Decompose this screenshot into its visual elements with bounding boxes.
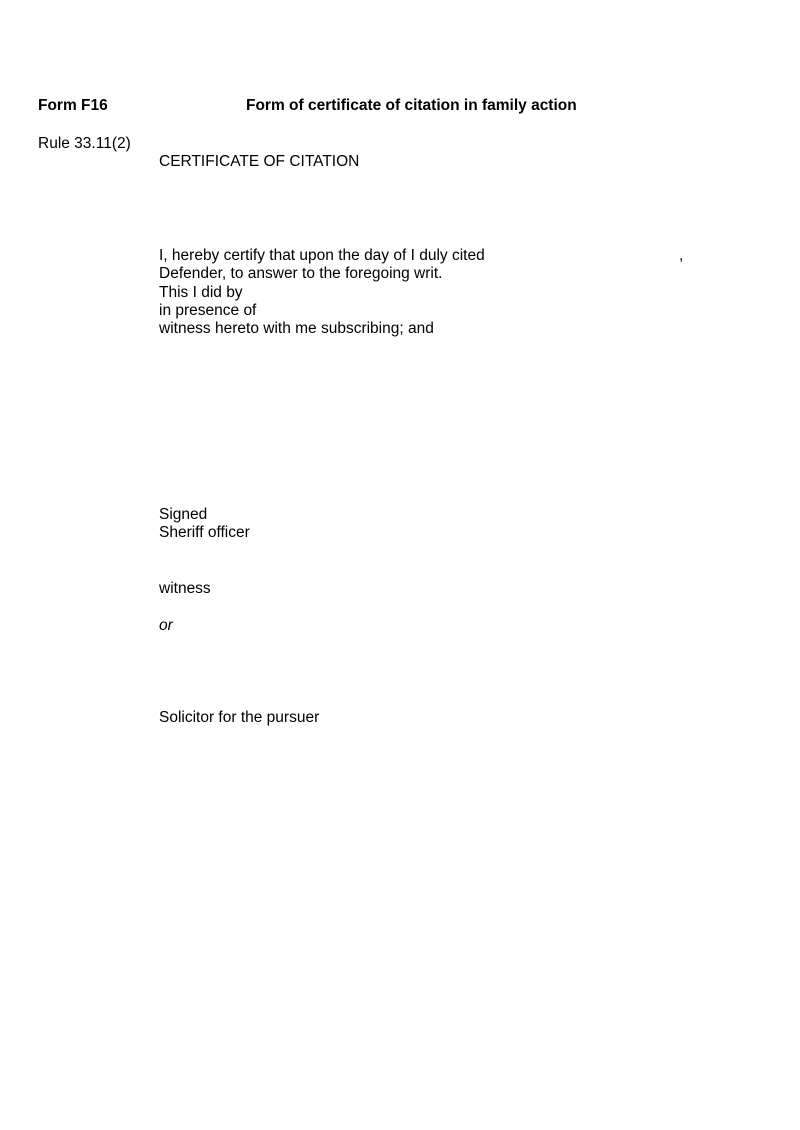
form-title: Form of certificate of citation in family action	[246, 97, 577, 114]
rule-reference: Rule 33.11(2)	[38, 135, 131, 152]
paragraph-line-1: I, hereby certify that upon the day of I duly cited	[159, 247, 485, 264]
paragraph-line-2: Defender, to answer to the foregoing writ.	[159, 265, 443, 282]
trailing-comma: ,	[679, 247, 684, 264]
sheriff-officer-label: Sheriff officer	[159, 524, 250, 541]
form-number: Form F16	[38, 97, 108, 114]
paragraph-line-3: This I did by	[159, 284, 243, 301]
witness-label: witness	[159, 580, 211, 597]
solicitor-label: Solicitor for the pursuer	[159, 709, 320, 726]
or-label: or	[159, 617, 173, 634]
paragraph-line-5: witness hereto with me subscribing; and	[159, 320, 434, 337]
signed-label: Signed	[159, 506, 208, 523]
paragraph-line-4: in presence of	[159, 302, 257, 319]
certificate-heading: CERTIFICATE OF CITATION	[159, 153, 360, 170]
